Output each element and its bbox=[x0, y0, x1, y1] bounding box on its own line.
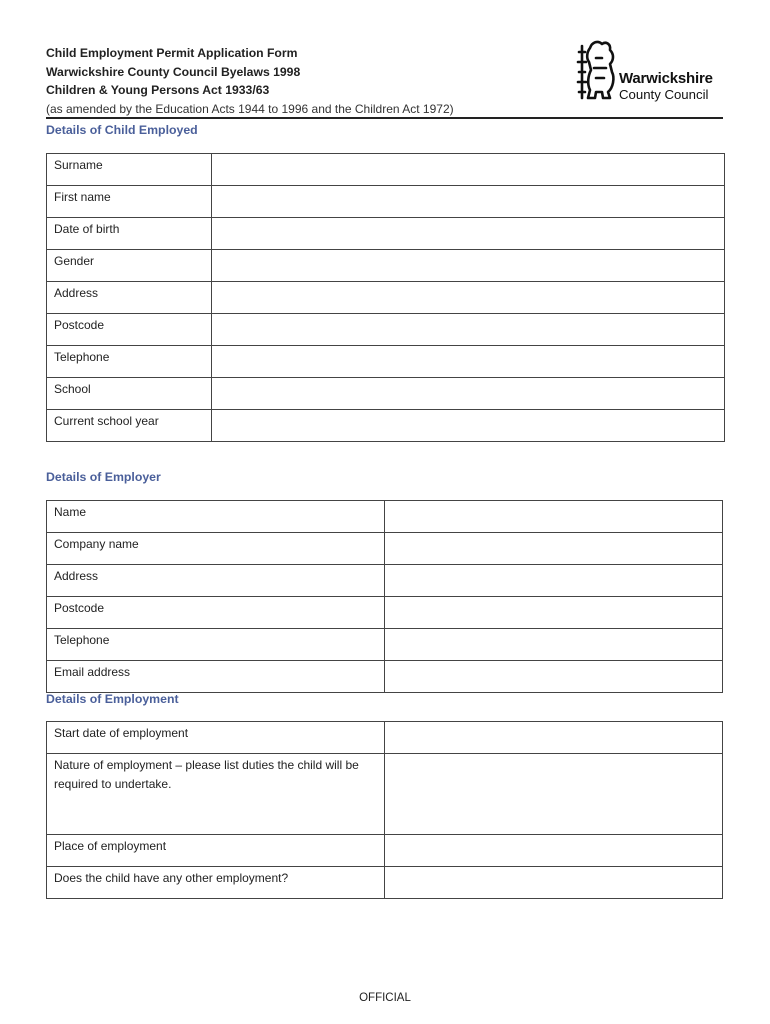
field-label-first-name: First name bbox=[47, 186, 212, 218]
table-row bbox=[47, 314, 725, 346]
field-label-employer-postcode: Postcode bbox=[47, 597, 385, 629]
field-label-school: School bbox=[47, 378, 212, 410]
surname-field[interactable] bbox=[212, 154, 725, 186]
header-divider bbox=[46, 117, 723, 119]
email-address-field[interactable] bbox=[385, 661, 723, 693]
table-row bbox=[47, 629, 723, 661]
nature-of-employment-field[interactable] bbox=[385, 754, 723, 835]
employment-details-table bbox=[46, 721, 723, 899]
table-row bbox=[47, 867, 723, 899]
table-row bbox=[47, 186, 725, 218]
current-school-year-field[interactable] bbox=[212, 410, 725, 442]
classification-footer: OFFICIAL bbox=[359, 992, 411, 1004]
child-address-field[interactable] bbox=[212, 282, 725, 314]
first-name-field[interactable] bbox=[212, 186, 725, 218]
table-row bbox=[47, 218, 725, 250]
field-label-current-school-year: Current school year bbox=[47, 410, 212, 442]
byelaws-line: Warwickshire County Council Byelaws 1998 bbox=[46, 65, 301, 79]
field-label-address: Address bbox=[47, 282, 212, 314]
employer-name-field[interactable] bbox=[385, 501, 723, 533]
date-of-birth-field[interactable] bbox=[212, 218, 725, 250]
field-label-name: Name bbox=[47, 501, 385, 533]
other-employment-field[interactable] bbox=[385, 867, 723, 899]
employer-details-table bbox=[46, 500, 723, 693]
child-postcode-field[interactable] bbox=[212, 314, 725, 346]
table-row bbox=[47, 661, 723, 693]
field-label-postcode: Postcode bbox=[47, 314, 212, 346]
employer-address-field[interactable] bbox=[385, 565, 723, 597]
table-row bbox=[47, 835, 723, 867]
employer-postcode-field[interactable] bbox=[385, 597, 723, 629]
table-row bbox=[47, 410, 725, 442]
bear-and-ragged-staff-icon bbox=[576, 38, 618, 102]
field-label-employer-address: Address bbox=[47, 565, 385, 597]
table-row bbox=[47, 754, 723, 835]
logo-name: Warwickshire bbox=[619, 70, 713, 87]
school-field[interactable] bbox=[212, 378, 725, 410]
employer-telephone-field[interactable] bbox=[385, 629, 723, 661]
employment-section-title: Details of Employment bbox=[46, 692, 179, 706]
field-label-company-name: Company name bbox=[47, 533, 385, 565]
child-section-title: Details of Child Employed bbox=[46, 123, 198, 137]
gender-field[interactable] bbox=[212, 250, 725, 282]
company-name-field[interactable] bbox=[385, 533, 723, 565]
form-title: Child Employment Permit Application Form bbox=[46, 46, 298, 60]
table-row bbox=[47, 722, 723, 754]
place-of-employment-field[interactable] bbox=[385, 835, 723, 867]
employer-section-title: Details of Employer bbox=[46, 470, 161, 484]
field-label-nature-of-employment: Nature of employment – please list duties the child will be required to undertake. bbox=[47, 754, 385, 835]
table-row bbox=[47, 501, 723, 533]
start-date-field[interactable] bbox=[385, 722, 723, 754]
table-row bbox=[47, 378, 725, 410]
logo-subtitle: County Council bbox=[619, 87, 709, 102]
field-label-surname: Surname bbox=[47, 154, 212, 186]
field-label-telephone: Telephone bbox=[47, 346, 212, 378]
table-row bbox=[47, 565, 723, 597]
child-details-table bbox=[46, 153, 725, 442]
table-row bbox=[47, 533, 723, 565]
field-label-email-address: Email address bbox=[47, 661, 385, 693]
table-row bbox=[47, 597, 723, 629]
act-line: Children & Young Persons Act 1933/63 bbox=[46, 83, 270, 97]
amendment-note: (as amended by the Education Acts 1944 to 1996 and the Children Act 1972) bbox=[46, 102, 454, 116]
child-telephone-field[interactable] bbox=[212, 346, 725, 378]
table-row bbox=[47, 282, 725, 314]
table-row bbox=[47, 154, 725, 186]
field-label-start-date: Start date of employment bbox=[47, 722, 385, 754]
field-label-employer-telephone: Telephone bbox=[47, 629, 385, 661]
table-row bbox=[47, 250, 725, 282]
table-row bbox=[47, 346, 725, 378]
field-label-gender: Gender bbox=[47, 250, 212, 282]
field-label-place-of-employment: Place of employment bbox=[47, 835, 385, 867]
field-label-date-of-birth: Date of birth bbox=[47, 218, 212, 250]
field-label-other-employment: Does the child have any other employment? bbox=[47, 867, 385, 899]
